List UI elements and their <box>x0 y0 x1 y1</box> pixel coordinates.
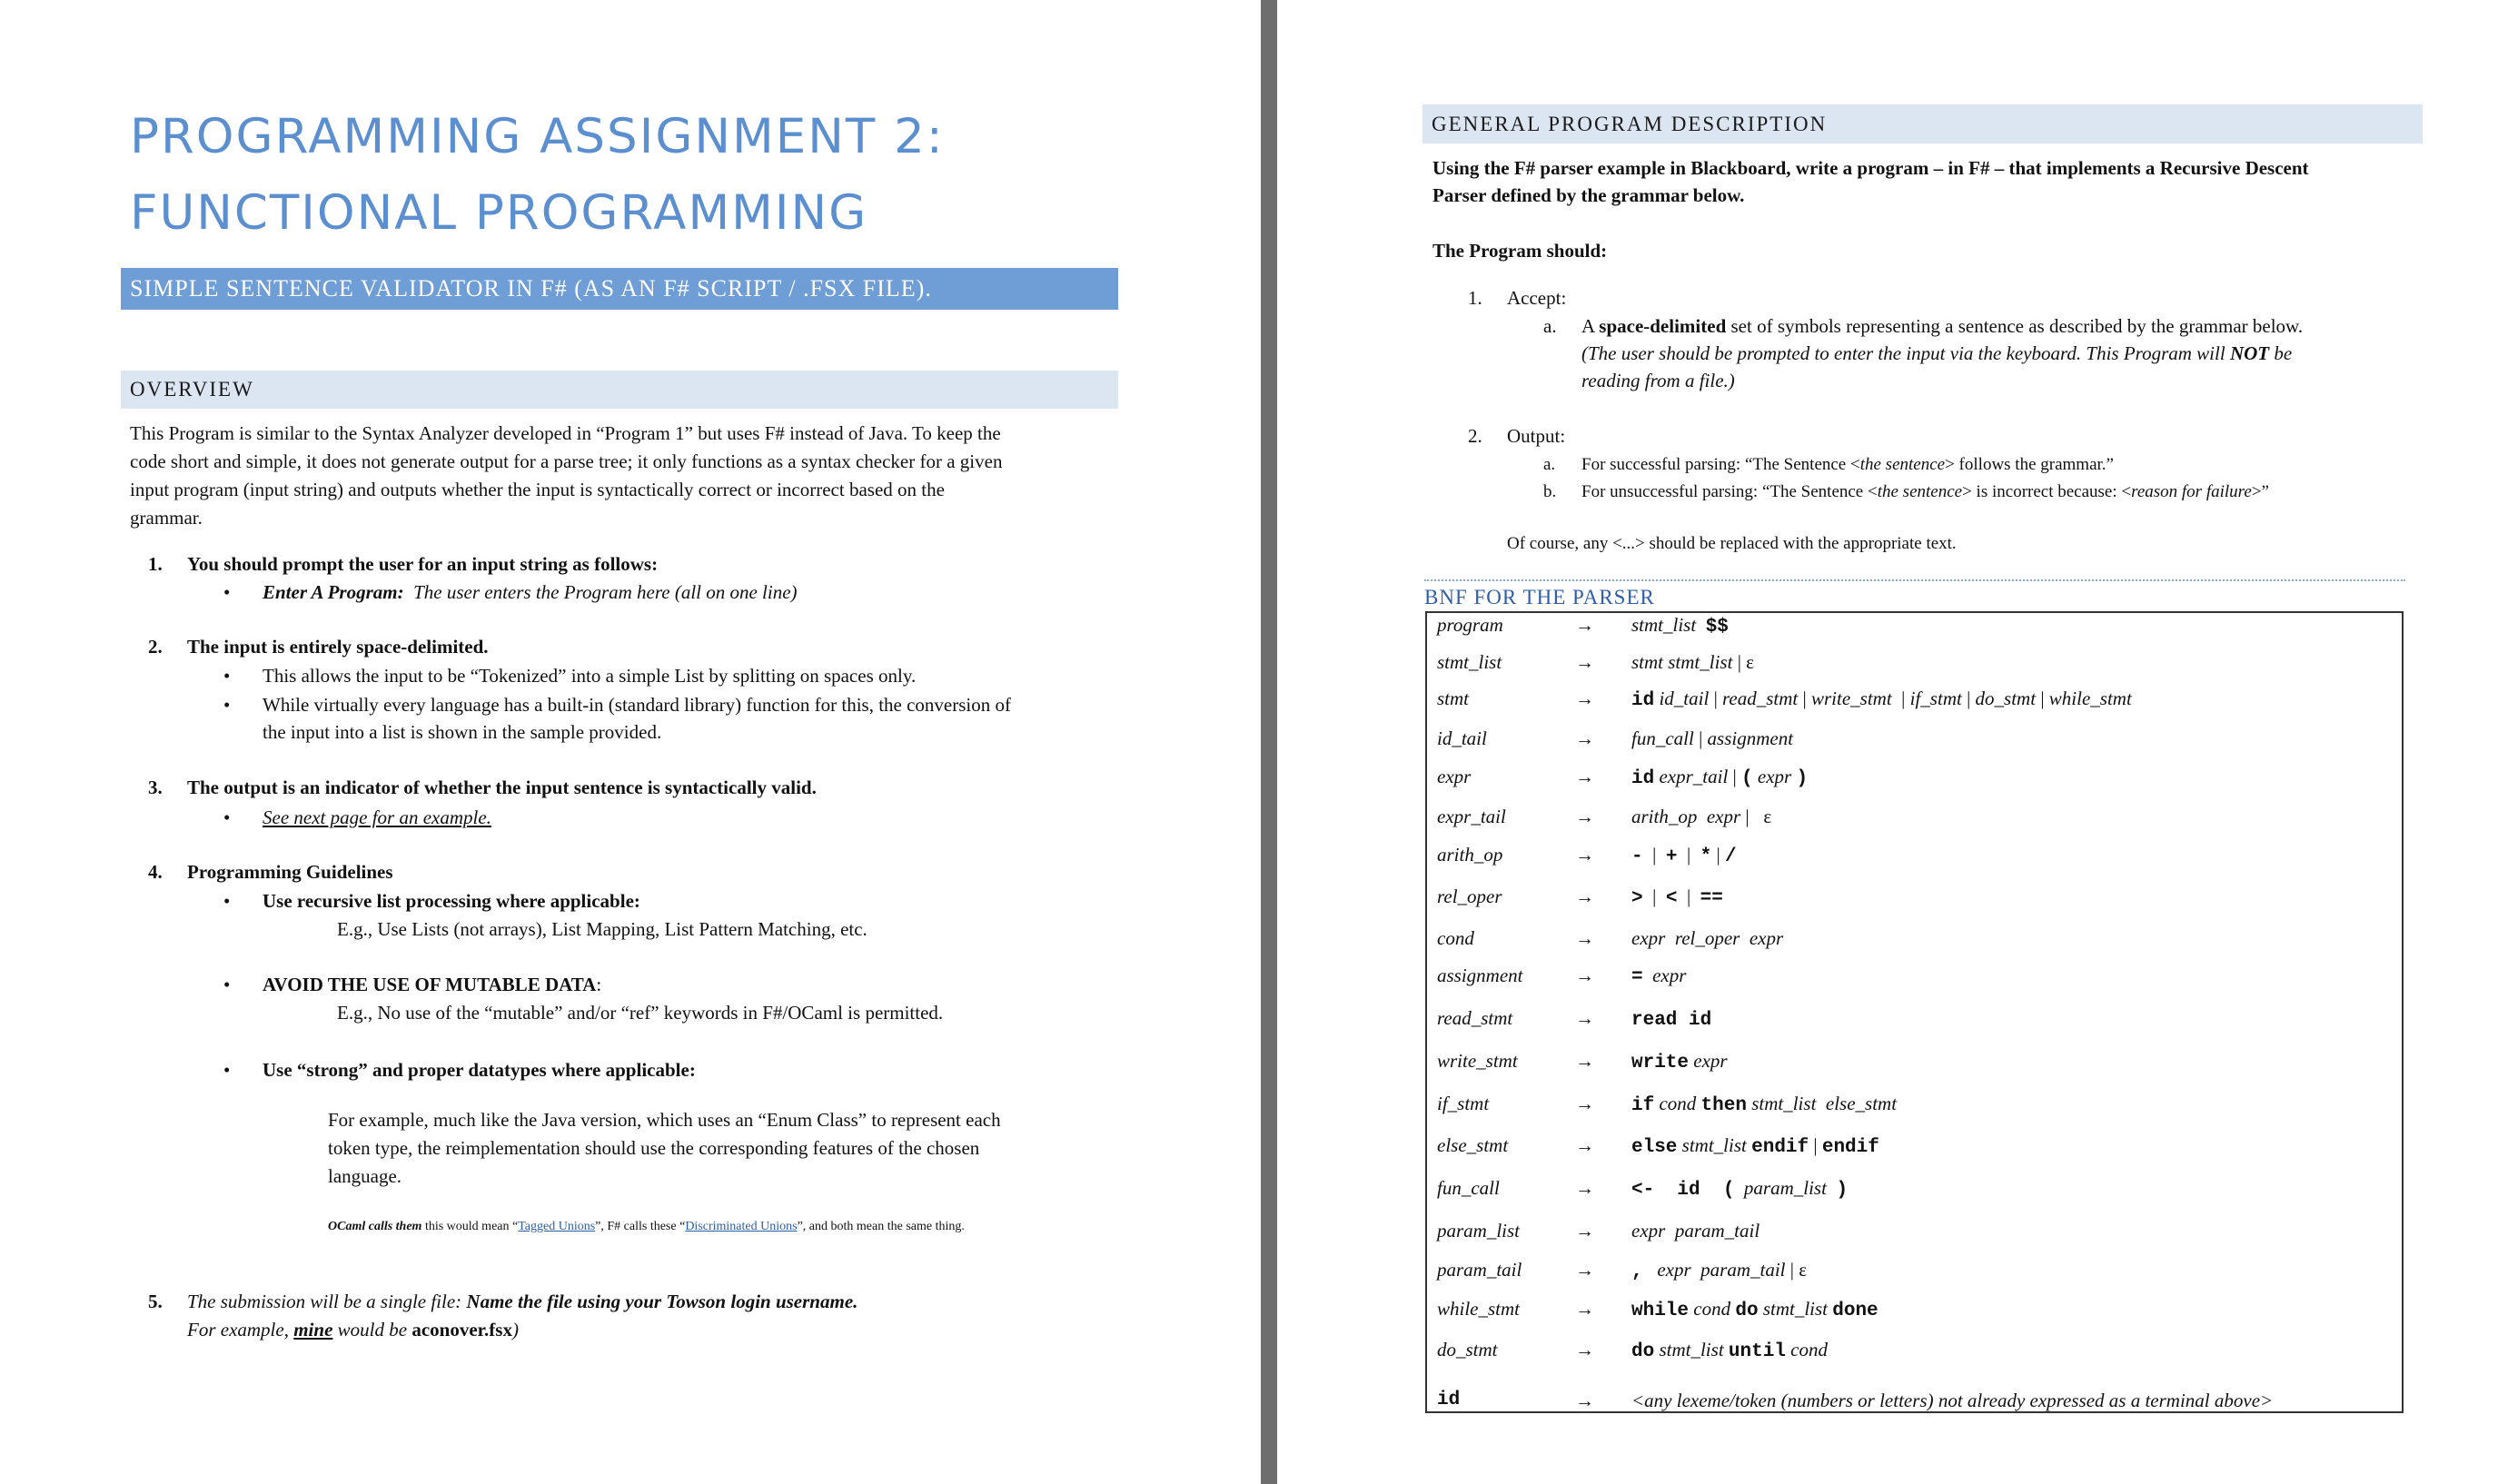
bnf-terminal: == <box>1700 888 1723 909</box>
bnf-production <box>1631 1134 1879 1158</box>
bnf-terminal: ) <box>1836 1180 1849 1201</box>
bnf-arrow: → <box>1575 1220 1594 1242</box>
bnf-terminal: * <box>1700 846 1712 867</box>
page-divider <box>1261 0 1277 1484</box>
bnf-terminal: then <box>1700 1095 1747 1116</box>
bnf-rule <box>1437 614 2400 647</box>
bnf-terminal: - <box>1631 846 1643 867</box>
bnf-nonterminal: stmt <box>1437 688 1470 709</box>
bnf-rule <box>1437 766 2400 798</box>
bnf-symbol: stmt stmt_list <box>1631 651 1733 673</box>
bnf-nonterminal: expr <box>1437 766 1472 787</box>
bnf-nonterminal: stmt_list <box>1437 651 1502 673</box>
bnf-rule <box>1437 1177 2400 1210</box>
bnf-symbol: | <box>1709 688 1723 709</box>
bnf-terminal: ) <box>1796 768 1809 789</box>
item-3-number: 3. <box>148 777 163 798</box>
bnf-arrow: → <box>1575 1134 1594 1156</box>
bnf-terminal: while <box>1631 1301 1690 1321</box>
bnf-nonterminal: arith_op <box>1437 844 1503 866</box>
bnf-symbol: | <box>1798 688 1811 709</box>
bnf-terminal: = <box>1631 967 1643 988</box>
bnf-terminal: / <box>1724 846 1737 867</box>
bnf-nonterminal: assignment <box>1437 965 1523 986</box>
bullet-dot: • <box>223 974 231 995</box>
bnf-nonterminal: write_stmt <box>1437 1050 1518 1072</box>
output-b-marker: b. <box>1543 482 1557 501</box>
bnf-symbol: write_stmt <box>1810 688 1892 709</box>
discriminated-unions-link[interactable]: Discriminated Unions <box>685 1220 798 1233</box>
bnf-rule <box>1437 885 2400 918</box>
bnf-rule <box>1437 1134 2400 1167</box>
bnf-rule <box>1437 651 2400 684</box>
overview-heading: OVERVIEW <box>121 371 1118 409</box>
bnf-production <box>1631 885 1723 909</box>
bnf-rule <box>1437 1390 2400 1422</box>
intro-line-1: Using the F# parser example in Blackboard, write a program – in F# – that implements a Recursive Descent <box>1432 157 2309 179</box>
bnf-nonterminal: else_stmt <box>1437 1134 1509 1156</box>
bnf-production <box>1631 766 1808 789</box>
bnf-production <box>1631 727 1793 750</box>
bnf-symbol: | <box>1677 885 1700 907</box>
bnf-symbol: ε <box>1799 1259 1808 1281</box>
bnf-arrow: → <box>1575 806 1594 827</box>
should-heading: The Program should: <box>1432 240 1608 262</box>
bnf-production <box>1631 806 1771 828</box>
output-a-text: For successful parsing: “The Sentence <the sentence> follows the grammar.” <box>1581 455 2114 474</box>
overview-line: input program (input string) and outputs whether the input is syntactically correct or incorrect based on the <box>130 479 945 500</box>
item-4-bullet-2-text: E.g., No use of the “mutable” and/or “ref” keywords in F#/OCaml is permitted. <box>337 1002 944 1024</box>
item-1-number: 1. <box>148 553 163 575</box>
item-2-bullet-1: This allows the input to be “Tokenized” into a simple List by splitting on spaces only. <box>263 665 917 687</box>
output-number: 2. <box>1468 425 1482 447</box>
bnf-production <box>1631 1259 1807 1282</box>
page-title-line-2: FUNCTIONAL PROGRAMMING <box>130 185 868 241</box>
item-1-heading: You should prompt the user for an input string as follows: <box>187 553 659 575</box>
item-5-line-2: For example, mine would be aconover.fsx) <box>187 1319 519 1341</box>
bnf-arrow: → <box>1575 727 1594 749</box>
bullet-dot: • <box>223 806 231 828</box>
bnf-symbol: | <box>1740 806 1764 827</box>
bnf-symbol: | <box>1642 844 1666 866</box>
bnf-nonterminal: param_tail <box>1437 1259 1522 1281</box>
bnf-arrow: → <box>1575 688 1594 709</box>
bnf-symbol: cond <box>1654 1093 1701 1114</box>
bullet-dot: • <box>223 581 231 603</box>
bnf-terminal: $$ <box>1705 617 1729 638</box>
bnf-terminal: done <box>1832 1301 1878 1321</box>
bnf-symbol: stmt_list <box>1654 1339 1729 1360</box>
output-b-text: For unsuccessful parsing: “The Sentence <the sentence> is incorrect because: <reason for failure>” <box>1581 482 2269 501</box>
bnf-terminal: < <box>1665 888 1678 909</box>
bnf-terminal: read id <box>1631 1010 1712 1031</box>
bnf-symbol: stmt_list <box>1758 1298 1833 1320</box>
item-4-bullet-3-heading: Use “strong” and proper datatypes where applicable: <box>263 1059 696 1081</box>
bnf-symbol: | <box>1642 885 1666 907</box>
accept-label: Accept: <box>1507 287 1567 309</box>
bnf-arrow: → <box>1575 927 1594 949</box>
bnf-production <box>1631 1177 1848 1201</box>
of-course-note: Of course, any <...> should be replaced with the appropriate text. <box>1507 534 1957 553</box>
item-2-bullet-2-line-1: While virtually every language has a built-in (standard library) function for this, the conversion of <box>263 694 1011 716</box>
item-2-heading: The input is entirely space-delimited. <box>187 636 489 658</box>
bnf-terminal: if <box>1631 1095 1655 1116</box>
bnf-rule <box>1437 1093 2400 1125</box>
bnf-symbol: read_stmt <box>1722 688 1799 709</box>
bnf-symbol: | <box>1891 688 1910 709</box>
output-a-marker: a. <box>1543 455 1556 474</box>
bnf-production <box>1631 1298 1878 1321</box>
intro-line-2: Parser defined by the grammar below. <box>1432 184 1745 206</box>
bnf-symbol: | <box>1785 1259 1799 1281</box>
bnf-nonterminal: expr_tail <box>1437 806 1506 827</box>
bnf-arrow: → <box>1575 1298 1594 1320</box>
bnf-arrow: → <box>1575 614 1594 636</box>
bnf-symbol: expr param_tail <box>1642 1259 1786 1281</box>
bnf-rule <box>1437 1339 2400 1371</box>
bnf-arrow: → <box>1575 1007 1594 1029</box>
bnf-symbol: cond <box>1785 1339 1828 1360</box>
bnf-nonterminal: read_stmt <box>1437 1007 1513 1029</box>
accept-a-line-1: A space-delimited set of symbols representing a sentence as described by the grammar below. <box>1581 315 2304 337</box>
bnf-symbol: expr_tail <box>1654 766 1729 787</box>
accept-a-line-2: (The user should be prompted to enter the input via the keyboard. This Program will NOT be <box>1581 342 2293 364</box>
bnf-rule <box>1437 688 2400 720</box>
item-2-bullet-2-line-2: the input into a list is shown in the sample provided. <box>263 721 662 743</box>
bnf-symbol: if_stmt <box>1909 688 1962 709</box>
accept-number: 1. <box>1468 287 1482 309</box>
subtitle-banner: SIMPLE SENTENCE VALIDATOR IN F# (AS AN F# SCRIPT / .FSX FILE). <box>121 268 1118 310</box>
bnf-symbol: expr <box>1689 1050 1728 1072</box>
page-title-line-1: PROGRAMMING ASSIGNMENT 2: <box>130 109 945 164</box>
bnf-symbol: id_tail <box>1654 688 1710 709</box>
item-4-bullet-3-line-3: language. <box>328 1165 402 1187</box>
item-2-number: 2. <box>148 636 163 658</box>
bnf-symbol: ε <box>1746 651 1754 673</box>
bnf-rule <box>1437 965 2400 997</box>
bnf-symbol: | <box>1693 727 1708 749</box>
bnf-arrow: → <box>1575 1093 1594 1114</box>
bnf-symbol: stmt_list else_stmt <box>1746 1093 1898 1114</box>
item-4-number: 4. <box>148 861 163 883</box>
bnf-terminal: > <box>1631 888 1643 909</box>
bnf-rule <box>1437 844 2400 876</box>
bnf-terminal: until <box>1728 1341 1786 1362</box>
bnf-terminal: , <box>1631 1261 1643 1282</box>
bnf-production <box>1631 927 1783 950</box>
bnf-terminal: <- id ( <box>1631 1180 1735 1201</box>
bnf-production <box>1631 1093 1897 1116</box>
bnf-nonterminal: do_stmt <box>1437 1339 1498 1360</box>
bnf-rule <box>1437 1298 2400 1331</box>
item-4-bullet-1-heading: Use recursive list processing where applicable: <box>263 890 640 912</box>
bnf-arrow: → <box>1575 1050 1594 1072</box>
bnf-production <box>1631 651 1754 674</box>
item-4-heading: Programming Guidelines <box>187 861 393 883</box>
bnf-symbol: do_stmt <box>1975 688 2037 709</box>
bnf-arrow: → <box>1575 844 1594 866</box>
bullet-dot: • <box>223 1059 231 1081</box>
section-divider <box>1424 579 2405 581</box>
bnf-nonterminal: id <box>1437 1390 1461 1410</box>
output-label: Output: <box>1507 425 1566 447</box>
bnf-production <box>1631 1220 1760 1242</box>
bnf-symbol: ε <box>1763 806 1772 827</box>
bnf-symbol: | <box>1711 844 1725 866</box>
bnf-production <box>1631 688 2132 711</box>
item-3-bullet[interactable]: See next page for an example. <box>263 806 491 828</box>
item-1-bullet: Enter A Program: The user enters the Program here (all on one line) <box>263 581 798 603</box>
bnf-production <box>1631 1390 2273 1412</box>
bnf-symbol: expr param_tail <box>1631 1220 1760 1242</box>
bnf-arrow: → <box>1575 1390 1594 1411</box>
bnf-symbol: | <box>1732 651 1747 673</box>
bnf-terminal: id <box>1631 768 1655 789</box>
bullet-dot: • <box>223 694 231 716</box>
bnf-production <box>1631 614 1729 638</box>
item-5-line-1: The submission will be a single file: Name the file using your Towson login username. <box>187 1291 858 1312</box>
bnf-rule <box>1437 1220 2400 1252</box>
bnf-terminal: endif <box>1821 1137 1879 1158</box>
item-4-bullet-3-line-1: For example, much like the Java version, which uses an “Enum Class” to represent each <box>328 1109 1001 1131</box>
tagged-unions-link[interactable]: Tagged Unions <box>518 1220 596 1233</box>
bnf-symbol: expr rel_oper expr <box>1631 927 1784 949</box>
bnf-terminal: write <box>1631 1053 1690 1073</box>
bnf-symbol: | <box>2036 688 2049 709</box>
bnf-production <box>1631 844 1737 867</box>
bnf-rule <box>1437 1050 2400 1083</box>
bnf-nonterminal: program <box>1437 614 1503 636</box>
bnf-arrow: → <box>1575 1339 1594 1360</box>
item-4-bullet-3-line-2: token type, the reimplementation should use the corresponding features of the chosen <box>328 1137 980 1159</box>
bnf-rule <box>1437 727 2400 760</box>
bnf-symbol: | <box>1961 688 1976 709</box>
bnf-symbol: | <box>1809 1134 1822 1156</box>
overview-line: code short and simple, it does not generate output for a parse tree; it only functions as a syntax checker for a given <box>130 450 1003 472</box>
bnf-nonterminal: id_tail <box>1437 727 1487 749</box>
bnf-terminal: ( <box>1741 768 1753 789</box>
bnf-terminal: + <box>1665 846 1678 867</box>
bnf-nonterminal: while_stmt <box>1437 1298 1521 1320</box>
bnf-symbol: fun_call <box>1631 727 1694 749</box>
bnf-arrow: → <box>1575 651 1594 673</box>
accept-a-marker: a. <box>1543 315 1557 337</box>
item-5-number: 5. <box>148 1291 163 1312</box>
bnf-terminal: id <box>1631 690 1655 711</box>
bnf-heading: BNF FOR THE PARSER <box>1424 586 1655 608</box>
bnf-arrow: → <box>1575 1177 1594 1199</box>
bnf-symbol: param_list <box>1734 1177 1837 1199</box>
bnf-symbol: assignment <box>1707 727 1794 749</box>
bnf-terminal: endif <box>1751 1137 1809 1158</box>
bnf-nonterminal: param_list <box>1437 1220 1521 1242</box>
bnf-arrow: → <box>1575 1259 1594 1281</box>
bnf-symbol: cond <box>1689 1298 1736 1320</box>
general-description-heading: GENERAL PROGRAM DESCRIPTION <box>1422 104 2423 143</box>
bnf-arrow: → <box>1575 965 1594 986</box>
union-note: OCaml calls them this would mean “Tagged Unions”, F# calls these “Discriminated Unions”, and both mean the same thing. <box>328 1220 965 1233</box>
bnf-nonterminal: rel_oper <box>1437 885 1502 907</box>
bnf-rule <box>1437 1259 2400 1291</box>
overview-line: grammar. <box>130 507 203 529</box>
bnf-rule <box>1437 927 2400 960</box>
bnf-arrow: → <box>1575 885 1594 907</box>
bnf-nonterminal: fun_call <box>1437 1177 1500 1199</box>
bnf-production <box>1631 1007 1711 1031</box>
bullet-dot: • <box>223 665 231 687</box>
bnf-arrow: → <box>1575 766 1594 787</box>
bnf-rule <box>1437 806 2400 838</box>
bnf-production <box>1631 1339 1828 1362</box>
bnf-symbol: | <box>1677 844 1700 866</box>
bullet-dot: • <box>223 890 231 912</box>
item-4-bullet-2-heading: AVOID THE USE OF MUTABLE DATA: <box>263 974 602 995</box>
bnf-production <box>1631 1050 1728 1073</box>
bnf-terminal: else <box>1631 1137 1678 1158</box>
bnf-nonterminal: if_stmt <box>1437 1093 1490 1114</box>
bnf-symbol: stmt_list <box>1677 1134 1752 1156</box>
bnf-symbol: expr <box>1642 965 1687 986</box>
bnf-symbol: arith_op expr <box>1631 806 1741 827</box>
overview-line: This Program is similar to the Syntax Analyzer developed in “Program 1” but uses F# instead of Java. To keep the <box>130 422 1001 444</box>
item-3-heading: The output is an indicator of whether the input sentence is syntactically valid. <box>187 777 817 798</box>
bnf-symbol: stmt_list <box>1631 614 1706 636</box>
bnf-terminal: do <box>1735 1301 1759 1321</box>
bnf-terminal: do <box>1631 1341 1655 1362</box>
bnf-symbol: expr <box>1752 766 1797 787</box>
bnf-rule <box>1437 1007 2400 1040</box>
bnf-production <box>1631 965 1686 988</box>
bnf-nonterminal: cond <box>1437 927 1474 949</box>
bnf-symbol: | <box>1728 766 1742 787</box>
item-4-bullet-1-text: E.g., Use Lists (not arrays), List Mapping, List Pattern Matching, etc. <box>337 918 867 940</box>
bnf-symbol: <any lexeme/token (numbers or letters) not already expressed as a terminal above> <box>1631 1390 2274 1411</box>
accept-a-line-3: reading from a file.) <box>1581 370 1735 391</box>
bnf-symbol: while_stmt <box>2048 688 2132 709</box>
